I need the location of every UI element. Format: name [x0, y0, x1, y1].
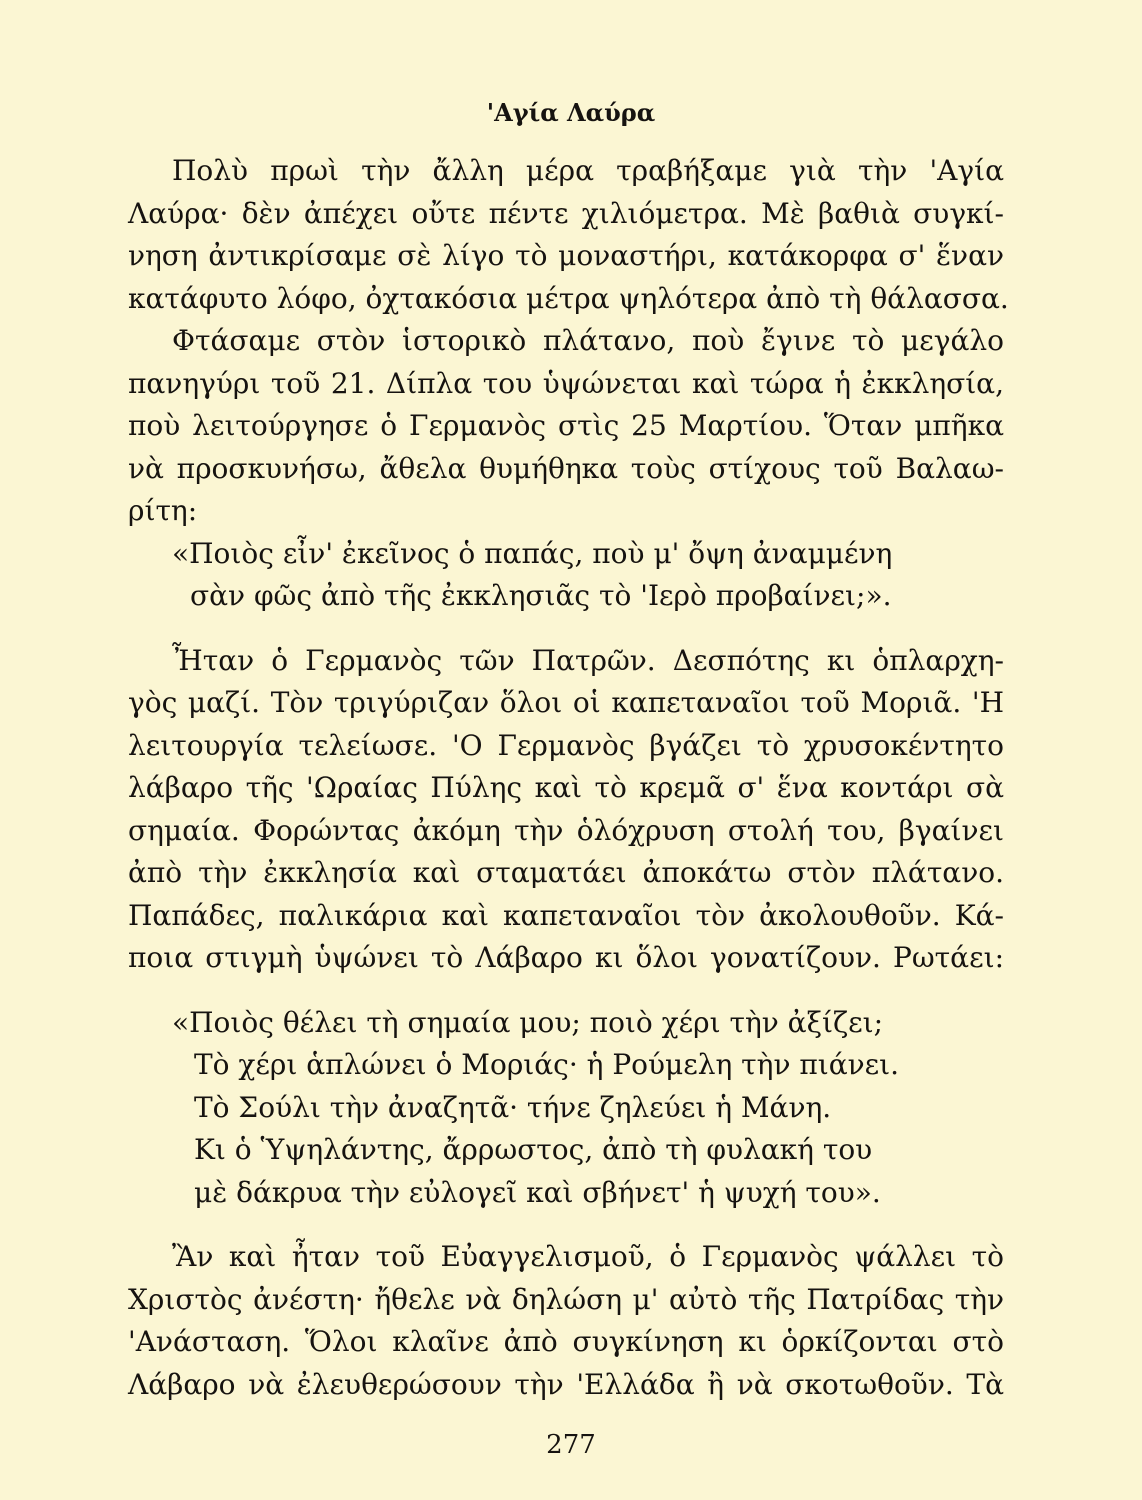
paragraph [128, 320, 1004, 533]
text-line: Πολὺ πρωὶ τὴν ἄλλη μέρα τραβήξαμε γιὰ τὴν 'Αγία [172, 154, 1004, 187]
text-line: ρίτη: [128, 494, 198, 527]
text-line: λάβαρο τῆς 'Ωραίας Πύλης καὶ τὸ κρεμᾶ σ' ἕνα κοντάρι σὰ [128, 771, 1004, 804]
text-line: Χριστὸς ἀνέστη· ἤθελε νὰ δηλώση μ' αὐτὸ τῆς Πατρίδας τὴν [128, 1282, 1004, 1316]
text-line: Φτάσαμε στὸν ἱστορικὸ πλάτανο, ποὺ ἔγινε τὸ μεγάλο [172, 324, 1004, 357]
text-line: Ἂν καὶ ἦταν τοῦ Εὐαγγελισμοῦ, ὁ Γερμανὸς ψάλλει τὸ [172, 1240, 1004, 1273]
verse-quote [128, 1002, 1004, 1215]
text-line: Ἦταν ὁ Γερμανὸς τῶν Πατρῶν. Δεσπότης κι ὁπλαρχη- [172, 643, 1004, 677]
text-line: Παπάδες, παλικάρια καὶ καπεταναῖοι τὸν ἀκολουθοῦν. Κά- [128, 898, 1004, 932]
verse-quote [128, 533, 1004, 618]
verse-line: «Ποιὸς εἶν' ἐκεῖνος ὁ παπάς, ποὺ μ' ὄψη ἀναμμένη [172, 536, 893, 570]
page-number: 277 [546, 1430, 596, 1460]
text-line: Λάβαρο νὰ ἐλευθερώσουν τὴν 'Ελλάδα ἢ νὰ σκοτωθοῦν. Τὰ [128, 1367, 1004, 1401]
verse-line: Κι ὁ Ὑψηλάντης, ἄρρωστος, ἀπὸ τὴ φυλακή του [194, 1133, 873, 1166]
verse-line: σὰν φῶς ἀπὸ τῆς ἐκκλησιᾶς τὸ 'Ιερὸ προβαίνει;». [190, 579, 892, 612]
paragraph [128, 640, 1004, 980]
text-line: γὸς μαζί. Τὸν τριγύριζαν ὅλοι οἱ καπεταναῖοι τοῦ Μοριᾶ. 'Η [128, 686, 1004, 719]
body-text [128, 150, 1009, 1406]
verse-line: «Ποιὸς θέλει τὴ σημαία μου; ποιὸ χέρι τὴν ἀξίζει; [172, 1005, 884, 1039]
verse-line: μὲ δάκρυα τὴν εὐλογεῖ καὶ σβήνετ' ἡ ψυχή του». [194, 1175, 881, 1209]
spacer [128, 980, 1004, 1002]
spacer [128, 1214, 1004, 1236]
verse-line: Τὸ χέρι ἁπλώνει ὁ Μοριάς· ἡ Ρούμελη τὴν πιάνει. [194, 1048, 900, 1081]
text-line: ποὺ λειτούργησε ὁ Γερμανὸς στὶς 25 Μαρτίου. Ὅταν μπῆκα [128, 409, 1004, 442]
paragraph [128, 150, 1009, 320]
text-line: κατάφυτο λόφο, ὀχτακόσια μέτρα ψηλότερα ἀπὸ τὴ θάλασσα. [128, 281, 1009, 315]
text-line: Λαύρα· δὲν ἀπέχει οὔτε πέντε χιλιόμετρα. Μὲ βαθιὰ συγκί- [128, 196, 1004, 230]
paragraph [128, 1236, 1004, 1406]
verse-line: Τὸ Σούλι τὴν ἀναζητᾶ· τήνε ζηλεύει ἡ Μάνη. [194, 1090, 832, 1124]
spacer [128, 618, 1004, 640]
text-line: πανηγύρι τοῦ 21. Δίπλα του ὑψώνεται καὶ τώρα ἡ ἐκκλησία, [128, 366, 1004, 400]
text-line: σημαία. Φορώντας ἀκόμη τὴν ὁλόχρυση στολή του, βγαίνει [128, 813, 1004, 847]
text-line: 'Ανάσταση. Ὅλοι κλαῖνε ἀπὸ συγκίνηση κι ὁρκίζονται στὸ [128, 1325, 1004, 1358]
text-line: νηση ἀντικρίσαμε σὲ λίγο τὸ μοναστήρι, κατάκορφα σ' ἕναν [128, 239, 1004, 272]
text-line: ποια στιγμὴ ὑψώνει τὸ Λάβαρο κι ὅλοι γονατίζουν. Ρωτάει: [128, 941, 1004, 974]
page-title: 'Αγία Λαύρα [486, 98, 656, 127]
text-line: νὰ προσκυνήσω, ἄθελα θυμήθηκα τοὺς στίχους τοῦ Βαλαω- [128, 451, 1004, 485]
text-line: λειτουργία τελείωσε. 'Ο Γερμανὸς βγάζει τὸ χρυσοκέντητο [128, 728, 1004, 762]
text-line: ἀπὸ τὴν ἐκκλησία καὶ σταματάει ἀποκάτω στὸν πλάτανο. [128, 856, 1004, 889]
